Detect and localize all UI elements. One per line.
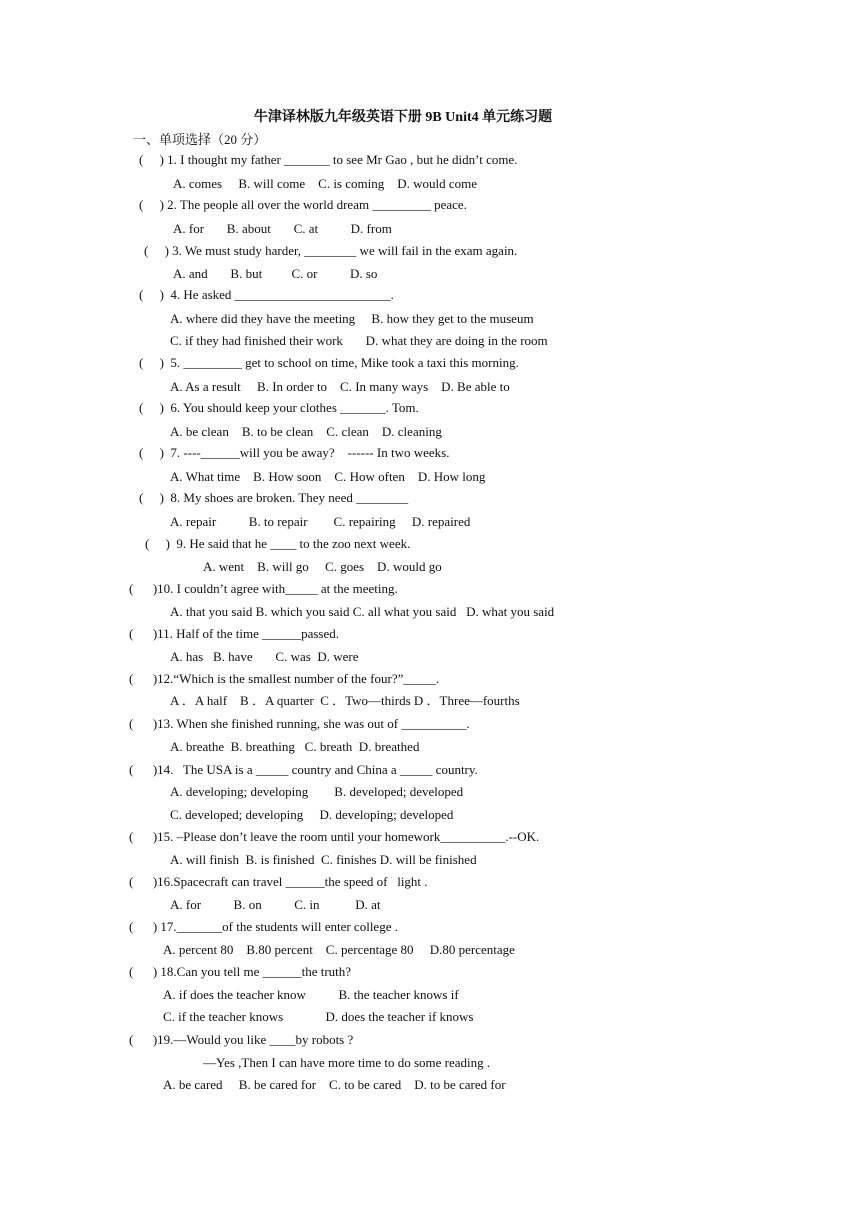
section-heading: 一、单项选择（20 分） (133, 132, 267, 147)
question-8: ( ) 8. My shoes are broken. They need ________ (139, 490, 409, 505)
options-7: A. What time B. How soon C. How often D. How long (170, 469, 486, 484)
options-6: A. be clean B. to be clean C. clean D. cleaning (170, 424, 442, 439)
options-17: A. percent 80 B.80 percent C. percentage 80 D.80 percentage (163, 942, 515, 957)
options-4a: A. where did they have the meeting B. how they get to the museum (170, 311, 534, 326)
question-15: ( )15. –Please don’t leave the room until your homework__________.--OK. (129, 829, 540, 844)
options-16: A. for B. on C. in D. at (170, 897, 381, 912)
options-13: A. breathe B. breathing C. breath D. breathed (170, 739, 420, 754)
options-8: A. repair B. to repair C. repairing D. repaired (170, 514, 471, 529)
question-5: ( ) 5. _________ get to school on time, Mike took a taxi this morning. (139, 355, 519, 370)
question-18: ( ) 18.Can you tell me ______the truth? (129, 964, 352, 979)
question-14: ( )14. The USA is a _____ country and China a _____ country. (129, 762, 478, 777)
options-11: A. has B. have C. was D. were (170, 649, 359, 664)
options-12: A ．A half B ．A quarter C ．Two—thirds D ．Three—fourths (170, 693, 520, 708)
question-11: ( )11. Half of the time ______passed. (129, 626, 339, 641)
question-4: ( ) 4. He asked ________________________. (139, 287, 394, 302)
question-12: ( )12.“Which is the smallest number of the four?”_____. (129, 671, 440, 686)
options-1: A. comes B. will come C. is coming D. would come (173, 176, 478, 191)
question-13: ( )13. When she finished running, she was out of __________. (129, 716, 470, 731)
question-17: ( ) 17._______of the students will enter college . (129, 919, 398, 934)
options-5: A. As a result B. In order to C. In many ways D. Be able to (170, 379, 510, 394)
page-title: 牛津译林版九年级英语下册 9B Unit4 单元练习题 (253, 110, 553, 125)
question-1: ( ) 1. I thought my father _______ to see Mr Gao , but he didn’t come. (139, 152, 518, 167)
question-6: ( ) 6. You should keep your clothes _______. Tom. (139, 400, 419, 415)
options-9: A. went B. will go C. goes D. would go (203, 559, 442, 574)
options-19: A. be cared B. be cared for C. to be cared D. to be cared for (163, 1077, 506, 1092)
options-2: A. for B. about C. at D. from (173, 221, 392, 236)
question-9: ( ) 9. He said that he ____ to the zoo next week. (145, 536, 411, 551)
question-19-reply: —Yes ,Then I can have more time to do some reading . (203, 1055, 491, 1070)
options-15: A. will finish B. is finished C. finishes D. will be finished (170, 852, 477, 867)
options-14a: A. developing; developing B. developed; developed (170, 784, 464, 799)
options-18b: C. if the teacher knows D. does the teacher if knows (163, 1009, 474, 1024)
options-10: A. that you said B. which you said C. all what you said D. what you said (170, 604, 555, 619)
question-16: ( )16.Spacecraft can travel ______the speed of light . (129, 874, 428, 889)
options-3: A. and B. but C. or D. so (173, 266, 378, 281)
options-14b: C. developed; developing D. developing; developed (170, 807, 454, 822)
question-3: ( ) 3. We must study harder, ________ we will fail in the exam again. (144, 243, 518, 258)
options-4b: C. if they had finished their work D. what they are doing in the room (170, 333, 548, 348)
question-19: ( )19.—Would you like ____by robots ? (129, 1032, 354, 1047)
question-10: ( )10. I couldn’t agree with_____ at the meeting. (129, 581, 398, 596)
options-18a: A. if does the teacher know B. the teacher knows if (163, 987, 459, 1002)
question-7: ( ) 7. ----______will you be away? ------ In two weeks. (139, 445, 450, 460)
question-2: ( ) 2. The people all over the world dream _________ peace. (139, 197, 467, 212)
